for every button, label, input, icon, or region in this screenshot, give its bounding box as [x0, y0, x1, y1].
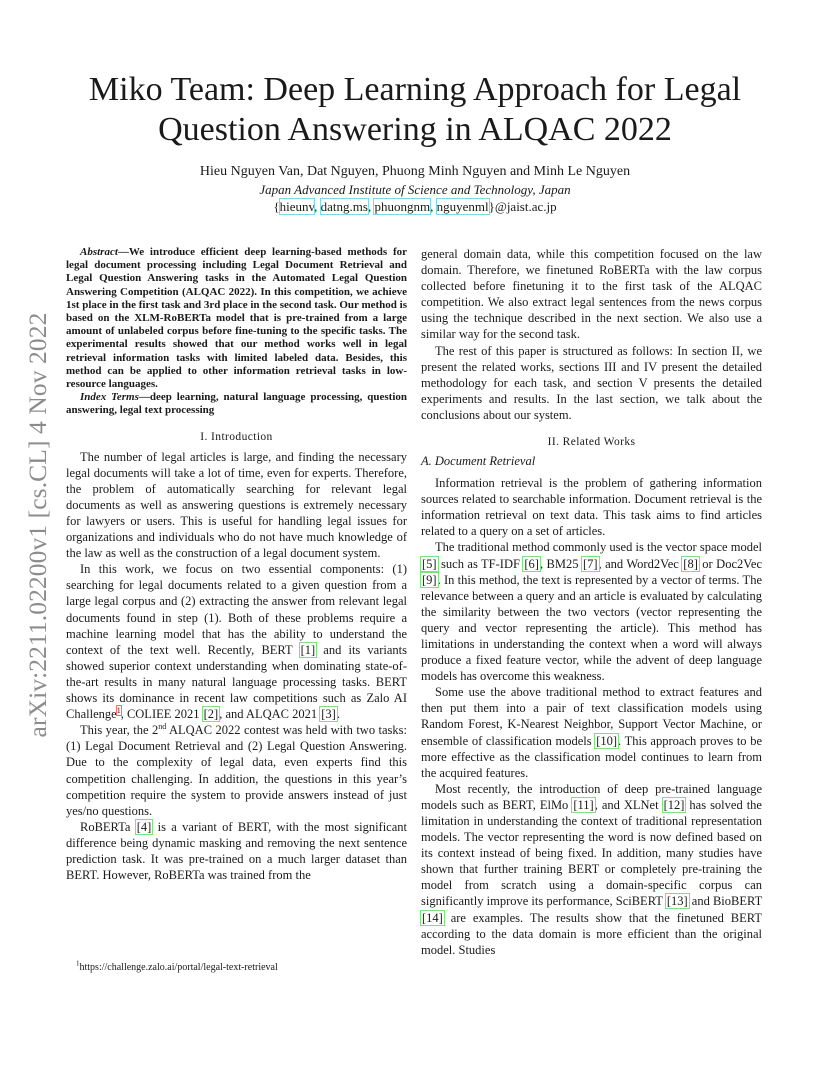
citation-link[interactable]: [13]	[666, 894, 688, 909]
body-paragraph: Most recently, the introduction of deep pre-trained language models such as BERT, ElMo [11], and XLNet [12] has solved the limitation in understanding the context of traditional representation models. The vector representing the word is now defined based on its context instead of being fixed. In addition, many studies have shown that further training BERT or completely pre-training the model from scratch using a domain-specific corpus can significantly improve its performance, SciBERT [13] and BioBERT [14] are examples. The results show that the finetuned BERT according to the data domain is more efficient than the original model. Studies	[421, 781, 762, 957]
right-column	[421, 246, 762, 958]
intro-paragraph: The number of legal articles is large, and finding the necessary legal documents will take a lot of time, even for experts. Therefore, the problem of automatically searching for relevant legal documents as well as answering questions is extremely necessary for lawyers or users. This is useful for handling legal issues for organizations and individuals who do not have much knowledge of the law as well as the construction of a legal document system.	[66, 449, 407, 561]
citation-link[interactable]: [8]	[683, 556, 698, 571]
citation-link[interactable]: [6]	[524, 556, 539, 571]
paper-title: Miko Team: Deep Learning Approach for Legal Question Answering in ALQAC 2022	[88, 71, 742, 148]
affiliation: Japan Advanced Institute of Science and Technology, Japan	[259, 182, 571, 197]
citation-link[interactable]: [3]	[321, 707, 336, 722]
section-heading-related-works: II. Related Works	[547, 436, 636, 449]
arxiv-identifier: arXiv:2211.02200v1 [cs.CL] 4 Nov 2022	[23, 312, 52, 738]
index-terms-text: —deep learning, natural language processing, question answering, legal text processing	[66, 391, 407, 417]
subsection-heading-document-retrieval: A. Document Retrieval	[421, 454, 536, 469]
citation-link[interactable]: [14]	[422, 910, 443, 925]
footnote-marker[interactable]: 1	[116, 705, 121, 715]
body-paragraph: Some use the above traditional method to extract features and then put them into a pair of text classification models using Random Forest, K-Nearest Neighbor, Support Vector Machine, or ensemble of classification models [10]. This approach proves to be more effective as the classification model continues to learn from the acquired features.	[421, 685, 762, 780]
citation-link[interactable]: [1]	[300, 642, 316, 657]
body-paragraph: The traditional method commonly used is the vector space model [5] such as TF-IDF [6], BM25 [7], and Word2Vec [8] or Doc2Vec [9]. In this method, the text is represented by a vector of terms. The relevance between a query and an article is evaluated by calculating the similarity between the two vectors (vector representing the query and vector representing the article). This method has limitations in understanding the context when a word will always produce a fixed feature vector, while the advent of deep language models has overcome this weakness.	[421, 540, 762, 684]
intro-paragraph: RoBERTa [4] is a variant of BERT, with the most significant difference being dynamic masking and removing the next sentence prediction task. It was pre-trained on a much larger dataset than BERT. However, RoBERTa was trained from the	[66, 819, 407, 883]
section-heading-introduction: I. Introduction	[200, 430, 273, 443]
footnote-url[interactable]: https://challenge.zalo.ai/portal/legal-text-retrieval	[79, 962, 278, 973]
citation-link[interactable]: [10]	[596, 733, 618, 748]
arxiv-sidebar	[8, 290, 68, 760]
footnote	[76, 959, 278, 973]
citation-link[interactable]: [7]	[582, 556, 598, 571]
author-list: Hieu Nguyen Van, Dat Nguyen, Phuong Minh Nguyen and Minh Le Nguyen	[199, 164, 631, 179]
index-terms-label: Index Terms	[80, 391, 139, 404]
left-column	[66, 246, 407, 883]
body-paragraph: The rest of this paper is structured as follows: In section II, we present the related works, sections III and IV present the detailed methodology for each task, and section V presents the detailed experiments and results. In the last section, we talk about the conclusions about our system.	[421, 343, 762, 422]
citation-link[interactable]: [12]	[663, 797, 685, 812]
abstract	[66, 246, 407, 418]
footnote-number: 1	[76, 959, 80, 968]
email-line: {hieunv, datng.ms, phuongnm, nguyenml}@jaist.ac.jp	[273, 199, 557, 214]
email-domain: @jaist.ac.jp	[494, 199, 557, 214]
email-link-hieunv[interactable]: hieunv	[279, 199, 315, 214]
email-link-phuongnm[interactable]: phuongnm	[374, 199, 431, 214]
intro-paragraph: This year, the 2nd ALQAC 2022 contest was held with two tasks: (1) Legal Document Retrieval and (2) Legal Question Answering. Due to the complexity of legal data, even experts find this competition challenging. In addition, the questions in this year’s competition require the system to provide answers instead of just yes/no questions.	[66, 722, 407, 818]
abstract-text: —We introduce efficient deep learning-based methods for legal document processing including Legal Document Retrieval and Legal Question Answering tasks in the Automated Legal Question Answering Competition (ALQAC 2022). In this competition, we achieve 1st place in the first task and 3rd place in the second task. Our method is based on the XLM-RoBERTa model that is pre-trained from a large amount of unlabeled corpus before fine-tuning to the specific tasks. The experimental results showed that our method works well in legal retrieval information tasks with limited labeled data. Besides, this method can be applied to other information retrieval tasks in low-resource languages.	[66, 246, 407, 391]
email-link-nguyenml[interactable]: nguyenml	[436, 199, 489, 214]
citation-link[interactable]: [9]	[422, 572, 437, 587]
citation-link[interactable]: [5]	[422, 556, 437, 571]
citation-link[interactable]: [2]	[203, 707, 219, 722]
citation-link[interactable]: [4]	[136, 819, 152, 834]
body-paragraph: general domain data, while this competition focused on the law domain. Therefore, we finetuned RoBERTa with the law corpus collected before finetuning it to the first task of the ALQAC competition. We also extract legal sentences from the news corpus using the technique described in the next section. We also use a similar way for the second task.	[421, 247, 762, 342]
intro-paragraph: In this work, we focus on two essential components: (1) searching for legal documents related to a given question from a large legal corpus and (2) extracting the answer from relevant legal documents found in step (1). Both of these problems require a machine learning model that has the ability to understand the context of the text well. Recently, BERT [1] and its variants showed superior context understanding when dominating state-of-the-art results in many natural language processing tasks. BERT shows its dominance in recent law competitions such as Zalo AI Challenge$^1$, COLIEE 2021 [2], and ALQAC 2021 [3].	[66, 562, 407, 722]
email-link-datng[interactable]: datng.ms	[320, 199, 368, 214]
abstract-label: Abstract	[80, 246, 118, 258]
citation-link[interactable]: [11]	[573, 797, 594, 812]
body-paragraph: Information retrieval is the problem of gathering information sources related to searchable information. Document retrieval is the information retrieval on text data. This task aims to find articles related to a query on a set of articles.	[421, 476, 762, 539]
